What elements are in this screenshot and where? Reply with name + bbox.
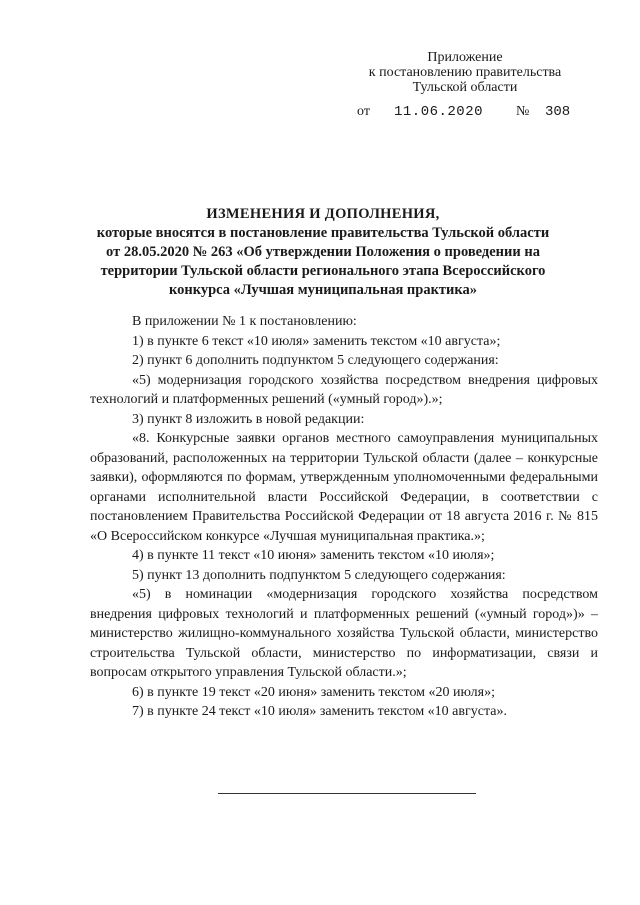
document-date: 11.06.2020 <box>394 104 484 120</box>
title-line-4: территории Тульской области регионального этапа Всероссийского <box>100 263 546 279</box>
header-line-1: Приложение <box>427 50 503 65</box>
amendment-item-3: 3) пункт 8 изложить в новой редакции: <box>132 411 365 427</box>
title-line-2: которые вносятся в постановление правительства Тульской области <box>96 225 550 241</box>
date-label: от <box>357 104 370 119</box>
appendix-header <box>340 50 590 95</box>
document-title <box>78 205 568 300</box>
amendment-item-5: 5) пункт 13 дополнить подпунктом 5 следующего содержания: <box>132 567 506 583</box>
title-line-3: от 28.05.2020 № 263 «Об утверждении Положения о проведении на <box>106 244 540 260</box>
amendment-item-2-text: «5) модернизация городского хозяйства посредством внедрения цифровых технологий и платформенных решений («умный город»).»; <box>90 372 598 407</box>
amendment-item-5-text: «5) в номинации «модернизация городского хозяйства посредством внедрения цифровых технологий и платформенных решений («умный город»)» – министерство жилищно-коммунального хозяйства Тульской области, министерство строительства Тульской области, министерство по информатизации, связи и вопросам открытого управления Тульской области.»; <box>90 587 598 680</box>
amendment-item-2: 2) пункт 6 дополнить подпунктом 5 следующего содержания: <box>132 353 499 368</box>
closing-divider <box>218 793 476 794</box>
title-line-1: ИЗМЕНЕНИЯ И ДОПОЛНЕНИЯ, <box>206 206 440 222</box>
number-label: № <box>516 104 530 119</box>
amendment-item-1: 1) в пункте 6 текст «10 июля» заменить текстом «10 августа»; <box>132 333 501 349</box>
title-line-5: конкурса «Лучшая муниципальная практика» <box>168 282 478 298</box>
header-line-3: Тульской области <box>412 80 518 95</box>
amendment-item-7: 7) в пункте 24 текст «10 июля» заменить текстом «10 августа». <box>132 704 507 719</box>
header-line-2: к постановлению правительства <box>368 65 562 80</box>
amendment-item-6: 6) в пункте 19 текст «20 июня» заменить текстом «20 июля»; <box>132 684 495 700</box>
document-number: 308 <box>545 104 571 120</box>
document-body <box>90 312 598 722</box>
amendment-item-4: 4) в пункте 11 текст «10 июня» заменить текстом «10 июля»; <box>132 548 495 563</box>
intro-paragraph: В приложении № 1 к постановлению: <box>132 314 357 329</box>
amendment-item-3-text: «8. Конкурсные заявки органов местного самоуправления муниципальных образований, расположенных на территории Тульской области (далее – конкурсные заявки), оформляются по формам, утвержденным уполномоченными федеральными органами исполнительной власти Российской Федерации, в соответствии с постановлением Правительства Российской Федерации от 18 августа 2016 г. № 815 «О Всероссийском конкурсе «Лучшая муниципальная практика.»; <box>90 431 598 544</box>
